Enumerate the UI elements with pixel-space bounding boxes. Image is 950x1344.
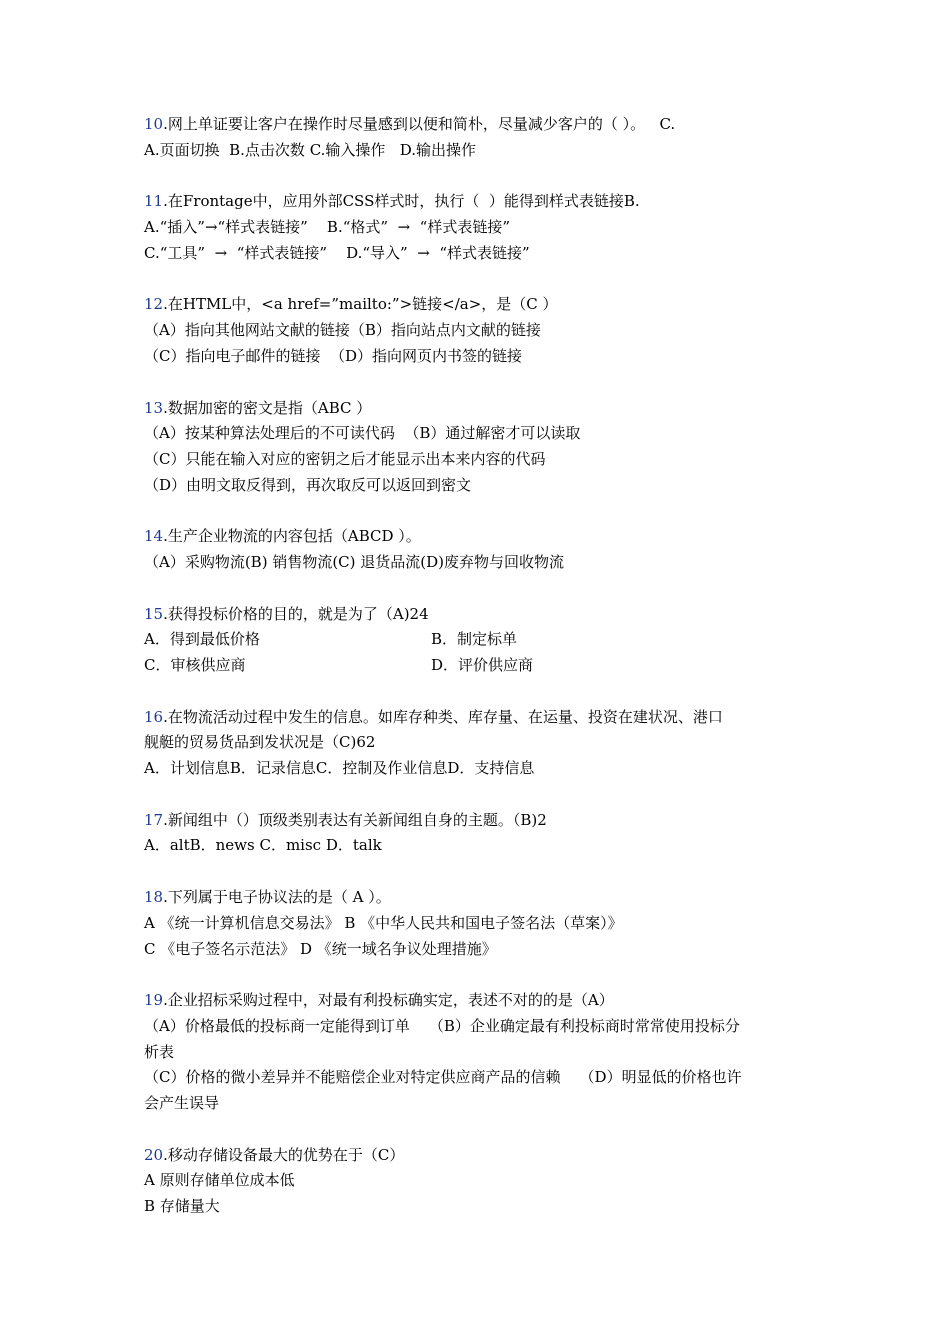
question-stem xyxy=(144,189,824,215)
question-13 xyxy=(144,396,824,499)
option-line: A 《统一计算机信息交易法》 B 《中华人民共和国电子签名法（草案）》 xyxy=(144,913,623,932)
question-text: .在物流活动过程中发生的信息。如库存种类、库存量、在运量、投资在建状况、港口 xyxy=(163,707,723,726)
option-line: （C）价格的微小差异并不能赔偿企业对特定供应商产品的信赖 （D）明显低的价格也许 xyxy=(144,1068,742,1087)
question-14 xyxy=(144,524,824,575)
question-15 xyxy=(144,602,824,679)
option-a: A．得到最低价格 xyxy=(144,630,260,649)
option-line: C 《电子签名示范法》 D 《统一域名争议处理措施》 xyxy=(144,939,497,958)
question-stem xyxy=(144,396,824,422)
question-number: 10 xyxy=(144,115,164,133)
option-line: A.页面切换 B.点击次数 C.输入操作 D.输出操作 xyxy=(144,140,476,159)
option-line: A．altB．news C．misc D．talk xyxy=(144,836,382,855)
option-line: A．计划信息B．记录信息C．控制及作业信息D．支持信息 xyxy=(144,759,535,778)
option-line: （C）只能在输入对应的密钥之后才能显示出本来内容的代码 xyxy=(144,449,546,468)
question-number: 13 xyxy=(144,398,164,417)
option-line: B 存储量大 xyxy=(144,1197,220,1215)
question-12 xyxy=(144,292,824,369)
option-line: （A）指向其他网站文献的链接（B）指向站点内文献的链接 xyxy=(144,321,541,340)
question-number: 16 xyxy=(144,707,164,726)
question-stem xyxy=(144,112,824,138)
document-page xyxy=(144,112,824,1246)
option-row xyxy=(144,653,824,679)
option-line: （A）按某种算法处理后的不可读代码 （B）通过解密才可以读取 xyxy=(144,424,581,443)
question-text: .新闻组中（）顶级类别表达有关新闻组自身的主题。（B)2 xyxy=(163,810,547,829)
question-text: .获得投标价格的目的，就是为了（A)24 xyxy=(163,604,429,623)
question-10 xyxy=(144,112,824,163)
question-stem xyxy=(144,705,824,731)
question-text: .在HTML中，<a href=”mailto:”>链接</a>，是（C ） xyxy=(163,295,558,314)
question-19 xyxy=(144,988,824,1116)
option-c: C．审核供应商 xyxy=(144,656,246,674)
question-text: .企业招标采购过程中，对最有利投标确实定，表述不对的的是（A） xyxy=(163,991,614,1010)
option-line: 析表 xyxy=(144,1042,175,1061)
question-stem xyxy=(144,524,824,550)
question-number: 15 xyxy=(144,604,164,623)
question-stem xyxy=(144,602,824,628)
question-text: .生产企业物流的内容包括（ABCD ）。 xyxy=(163,527,421,546)
option-line: A 原则存储单位成本低 xyxy=(144,1171,295,1190)
question-text-continued: 舰艇的贸易货品到发状况是（C)62 xyxy=(144,733,376,752)
question-stem xyxy=(144,808,824,834)
option-line: （C）指向电子邮件的链接 （D）指向网页内书签的链接 xyxy=(144,346,523,365)
option-line: （A）采购物流(B) 销售物流(C) 退货品流(D)废弃物与回收物流 xyxy=(144,552,565,571)
question-17 xyxy=(144,808,824,859)
question-stem xyxy=(144,1143,824,1169)
question-number: 18 xyxy=(144,888,164,907)
option-line: （D）由明文取反得到，再次取反可以返回到密文 xyxy=(144,475,472,494)
question-number: 20 xyxy=(144,1145,164,1164)
question-number: 14 xyxy=(144,527,164,546)
question-text: .移动存储设备最大的优势在于（C） xyxy=(163,1145,405,1164)
option-d: D．评价供应商 xyxy=(431,656,534,674)
question-text: .在Frontage中，应用外部CSS样式时，执行（ ）能得到样式表链接B. xyxy=(163,192,640,211)
option-row xyxy=(144,627,824,653)
question-20 xyxy=(144,1143,824,1220)
question-number: 11 xyxy=(144,192,164,211)
question-number: 12 xyxy=(144,295,164,314)
option-line: （A）价格最低的投标商一定能得到订单 （B）企业确定最有利投标商时常常使用投标分 xyxy=(144,1016,740,1035)
question-text: .网上单证要让客户在操作时尽量感到以便和简朴，尽量减少客户的（ ）。 C. xyxy=(163,115,676,133)
question-stem xyxy=(144,292,824,318)
question-16 xyxy=(144,705,824,782)
question-number: 19 xyxy=(144,991,164,1010)
option-b: B．制定标单 xyxy=(431,630,518,649)
question-11 xyxy=(144,189,824,266)
option-line: C.“工具” → “样式表链接” D.“导入” → “样式表链接” xyxy=(144,243,530,262)
question-text: .下列属于电子协议法的是（ A ）。 xyxy=(163,888,391,907)
question-stem xyxy=(144,988,824,1014)
option-line: 会产生误导 xyxy=(144,1093,220,1112)
option-line: A.“插入”→“样式表链接” B.“格式” → “样式表链接” xyxy=(144,218,511,237)
question-number: 17 xyxy=(144,810,164,829)
question-text: .数据加密的密文是指（ABC ） xyxy=(163,398,372,417)
question-stem xyxy=(144,885,824,911)
question-18 xyxy=(144,885,824,962)
